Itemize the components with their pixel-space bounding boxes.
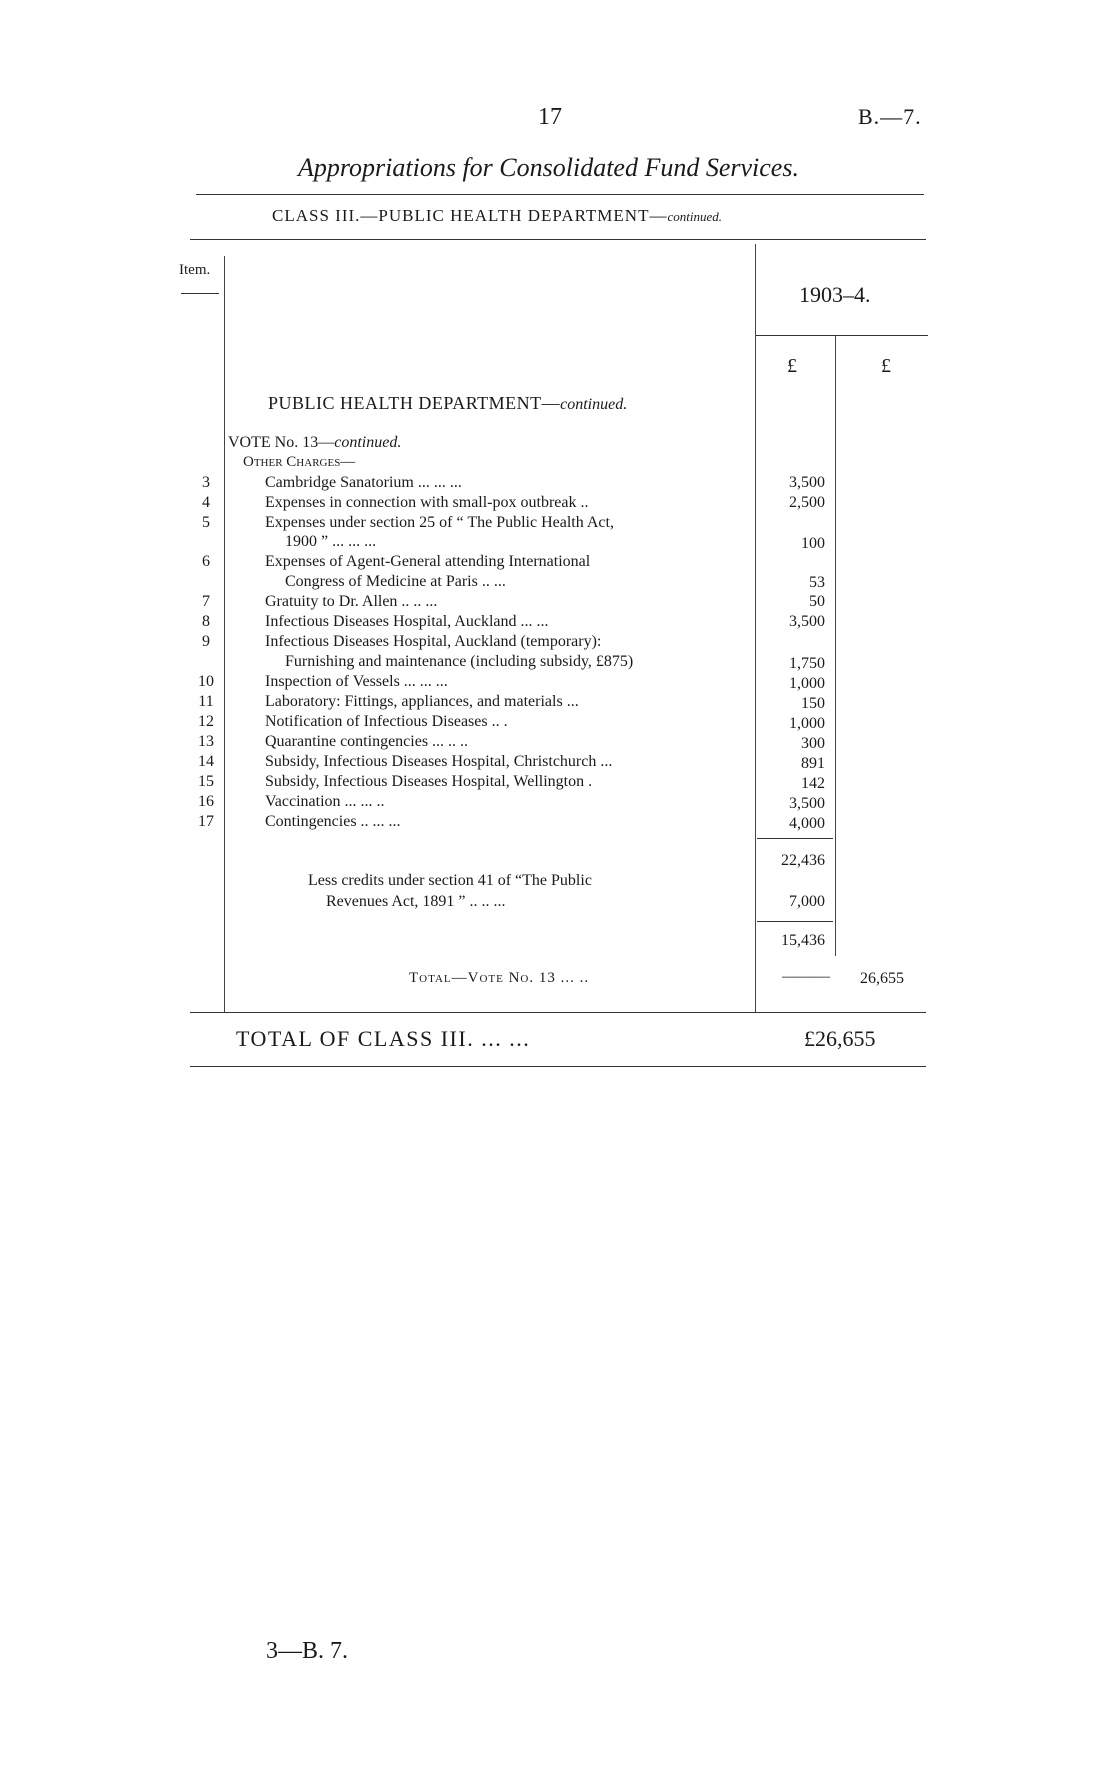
subtotal-column-divider [835,336,836,956]
table-top-rule [190,239,926,240]
item-amount: 3,500 [789,613,825,630]
signature-code: 3—B. 7. [266,1638,349,1664]
item-description-continued: Congress of Medicine at Paris .. ... [285,573,506,590]
item-number: 14 [198,753,214,770]
vote-heading-suffix: continued. [334,434,402,451]
item-description: Subsidy, Infectious Diseases Hospital, Wellington . [265,773,593,790]
total-class-label: TOTAL OF CLASS III. ... ... [236,1026,531,1051]
year-column-header: 1903–4. [799,282,871,307]
item-column-header: Item. [179,262,211,278]
document-code: B.—7. [858,104,922,129]
total-vote-dash: ——— [782,968,830,985]
subtotal-amount: 22,436 [781,852,825,869]
item-number: 6 [202,553,210,570]
item-amount: 2,500 [789,494,825,511]
item-amount: 1,000 [789,675,825,692]
item-number: 11 [198,693,214,710]
vote-heading [228,434,401,452]
item-number: 17 [198,813,214,830]
item-description-continued: Furnishing and maintenance (including subsidy, £875) [285,653,634,670]
net-total-rule [757,921,833,922]
department-heading-suffix: continued. [560,396,628,413]
department-heading [268,393,627,414]
item-number: 3 [202,474,210,491]
less-credits-label-continued: Revenues Act, 1891 ” .. .. ... [326,893,506,910]
item-number: 10 [198,673,214,690]
item-number: 9 [202,633,210,650]
item-description: Inspection of Vessels ... ... ... [265,673,448,690]
item-description: Expenses in connection with small-pox outbreak .. [265,494,589,511]
vote-heading-main: VOTE No. 13— [228,434,335,451]
item-amount: 3,500 [789,795,825,812]
item-amount: 891 [801,755,825,772]
item-amount: 100 [801,535,825,552]
item-amount: 142 [801,775,825,792]
subtotal-rule [757,838,833,839]
year-header-underline [756,335,928,336]
less-credits-amount: 7,000 [789,893,825,910]
item-description: Vaccination ... ... .. [265,793,385,810]
total-class-amount: £26,655 [804,1026,876,1051]
item-description: Expenses of Agent-General attending International [265,553,591,570]
item-amount: 1,750 [789,655,825,672]
less-credits-label: Less credits under section 41 of “The Public [308,872,592,889]
page-number: 17 [538,104,562,130]
class-heading [272,206,722,226]
class-heading-suffix: continued. [667,209,722,224]
item-amount: 53 [809,574,825,591]
total-vote-label: Total—Vote No. 13 ... .. [409,970,590,986]
item-description: Quarantine contingencies ... .. .. [265,733,469,750]
item-description-continued: 1900 ” ... ... ... [285,533,377,550]
item-number: 12 [198,713,214,730]
item-amount: 300 [801,735,825,752]
currency-header-total: £ [881,355,891,377]
summary-bottom-rule [190,1066,926,1067]
item-description: Gratuity to Dr. Allen .. .. ... [265,593,438,610]
item-number: 16 [198,793,214,810]
item-amount: 150 [801,695,825,712]
item-description: Subsidy, Infectious Diseases Hospital, Christchurch ... [265,753,613,770]
item-number: 7 [202,593,210,610]
total-vote-amount: 26,655 [860,970,904,987]
item-description: Notification of Infectious Diseases .. . [265,713,508,730]
item-amount: 1,000 [789,715,825,732]
other-charges-heading: Other Charges— [243,454,356,470]
item-amount: 4,000 [789,815,825,832]
item-description: Laboratory: Fittings, appliances, and materials ... [265,693,579,710]
item-header-underline [181,293,219,294]
item-number: 4 [202,494,210,511]
table-bottom-rule [190,1012,926,1013]
net-total-amount: 15,436 [781,932,825,949]
class-heading-main: CLASS III.—PUBLIC HEALTH DEPARTMENT— [272,206,668,225]
item-number: 15 [198,773,214,790]
item-amount: 3,500 [789,474,825,491]
item-description: Infectious Diseases Hospital, Auckland (temporary): [265,633,602,650]
item-description: Infectious Diseases Hospital, Auckland ... ... [265,613,549,630]
item-number: 5 [202,514,210,531]
currency-header-detail: £ [787,355,797,377]
department-heading-main: PUBLIC HEALTH DEPARTMENT— [268,393,561,413]
item-description: Cambridge Sanatorium ... ... ... [265,474,462,491]
title-rule [196,194,924,195]
item-description: Contingencies .. ... ... [265,813,401,830]
item-description: Expenses under section 25 of “ The Public Health Act, [265,514,614,531]
item-number: 13 [198,733,214,750]
item-amount: 50 [809,593,825,610]
item-number: 8 [202,613,210,630]
page-title: Appropriations for Consolidated Fund Services. [298,153,799,182]
